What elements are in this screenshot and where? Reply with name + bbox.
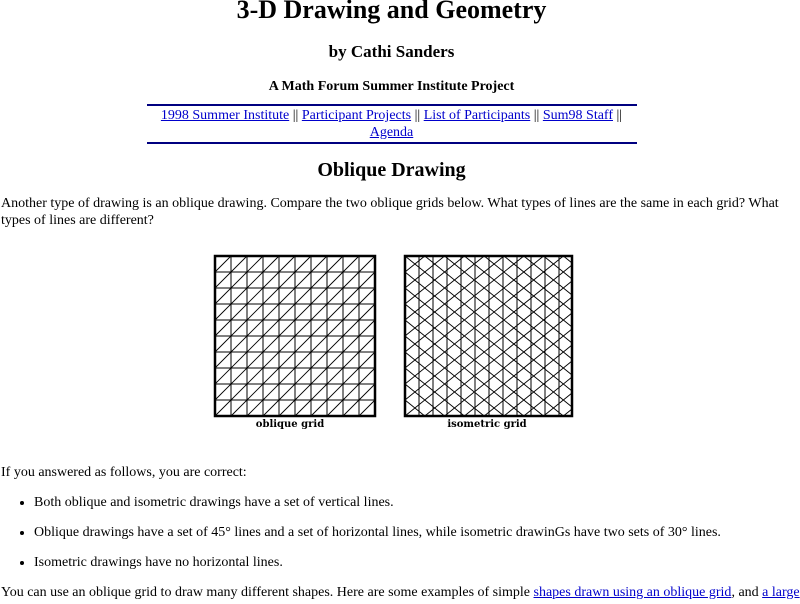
isometric-grid-caption: isometric grid [447,419,527,430]
nav-link-summer-institute[interactable]: 1998 Summer Institute [160,108,290,123]
grid-line-diagonal-up [445,313,572,416]
grid-line-diagonal [295,336,375,416]
grid-line-diagonal-down [445,256,572,359]
grid-line-diagonal [231,272,375,416]
grid-line-diagonal [359,400,375,416]
author-line: by Cathi Sanders [328,42,455,61]
grid-line-diagonal [215,256,263,304]
nav-separator: || [414,108,421,123]
grid-line-diagonal [327,368,375,416]
nav-separator: || [616,108,623,123]
grid-line-diagonal [215,256,295,336]
nav-link-sum98-staff[interactable]: Sum98 Staff [542,108,613,123]
grid-line-diagonal [215,256,327,368]
grid-line-diagonal-up [504,361,572,416]
isometric-grid [405,256,572,416]
list-item: • Oblique drawings have a set of 45° lines and a set of horizontal lines, while isometric drawinGs have two sets of 30° lines. [34,524,721,541]
oblique-grid-caption: oblique grid [255,419,325,430]
section-heading: Oblique Drawing [317,159,466,181]
grids-figure [0,255,783,435]
nav-separator: || [292,108,299,123]
nav-bar [147,104,637,144]
grid-line-diagonal [215,256,231,272]
footer-paragraph [1,584,800,601]
grid-line-diagonal-up [464,329,572,416]
oblique-grid [215,256,375,416]
grids-image [0,255,783,435]
project-line: A Math Forum Summer Institute Project [268,79,515,94]
answer-list [0,494,721,584]
grid-line-diagonal-down [464,256,572,343]
nav-link-list-of-participants[interactable]: List of Participants [423,108,531,123]
list-item: • Isometric drawings have no horizontal lines. [34,554,721,571]
shapes-link[interactable]: shapes drawn using an oblique grid [533,585,732,600]
large-link[interactable]: a large [762,585,800,600]
nav-link-participant-projects[interactable]: Participant Projects [301,108,412,123]
footer-text-start: You can use an oblique grid to draw many different shapes. Here are some examples of simple [1,585,534,600]
footer-text-middle: , and [731,585,763,600]
nav-separator: || [533,108,540,123]
grid-line-diagonal [215,256,359,400]
list-item: • Both oblique and isometric drawings have a set of vertical lines. [34,494,721,511]
nav-link-agenda[interactable]: Agenda [369,125,414,140]
answer-lead: If you answered as follows, you are correct: [1,465,247,480]
intro-paragraph: Another type of drawing is an oblique drawing. Compare the two oblique grids below. What types of lines are the same in each grid? What types of lines are different? [1,196,779,228]
page-title: 3-D Drawing and Geometry [236,0,547,24]
grid-line-diagonal [263,304,375,416]
